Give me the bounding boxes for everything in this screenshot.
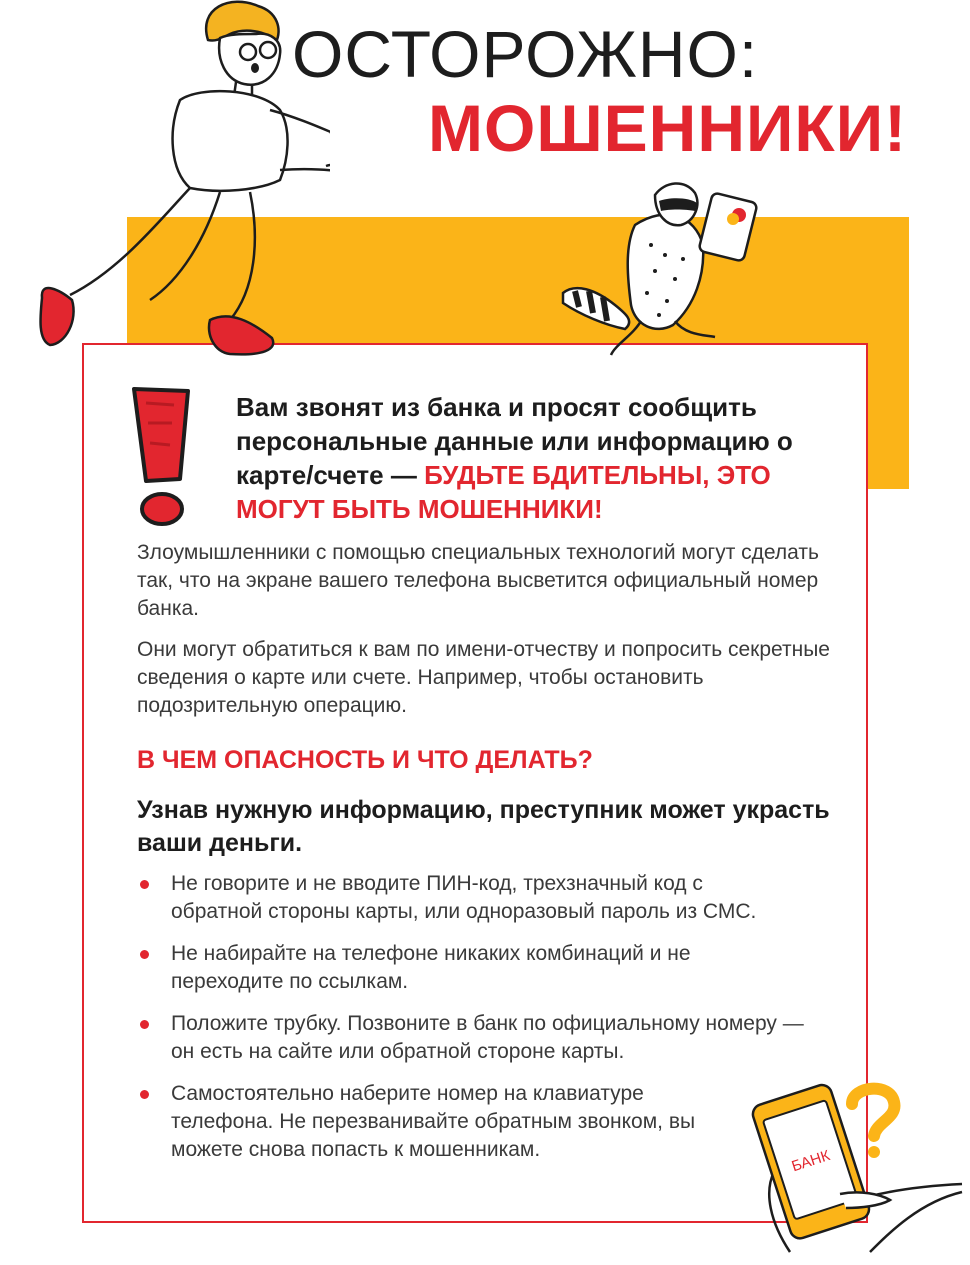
- title-line1: ОСТОРОЖНО:: [292, 17, 759, 91]
- list-item: [137, 1080, 817, 1164]
- title-line2: МОШЕННИКИ!: [428, 91, 908, 165]
- section-lead: Узнав нужную информацию, преступник может украсть ваши деньги.: [137, 796, 830, 857]
- bullet-icon: [140, 1090, 149, 1099]
- bullet-icon: [140, 1020, 149, 1029]
- lead-warning-text: [236, 390, 836, 526]
- tip-text: Самостоятельно наберите номер на клавиатуре телефона. Не перезванивайте обратным звонком, вы можете снова попасть к мошенникам.: [171, 1082, 696, 1161]
- tips-list: [137, 870, 817, 1178]
- lead-text: Вам звонят из банка и просят сообщить персональные данные или информацию о карте/счете —: [236, 392, 793, 490]
- phone-illustration: [730, 1082, 965, 1262]
- tip-text: Не набирайте на телефоне никаких комбинаций и не переходите по ссылкам.: [171, 942, 691, 993]
- section-title: В ЧЕМ ОПАСНОСТЬ И ЧТО ДЕЛАТЬ?: [137, 746, 593, 774]
- list-item: [137, 870, 817, 926]
- bullet-icon: [140, 880, 149, 889]
- man-illustration: [30, 0, 330, 365]
- lead-warning-highlight: БУДЬТЕ БДИТЕЛЬНЫ, ЭТО МОГУТ БЫТЬ МОШЕННИКИ!: [236, 460, 771, 524]
- list-item: [137, 940, 817, 996]
- paragraph-2: Они могут обратиться к вам по имени-отчеству и попросить секретные сведения о карте или счете. Например, чтобы остановить подозрительную операцию.: [137, 638, 830, 717]
- list-item: [137, 1010, 817, 1066]
- exclamation-icon: [128, 383, 196, 533]
- tip-text: Не говорите и не вводите ПИН-код, трехзначный код с обратной стороны карты, или одноразовый пароль из СМС.: [171, 872, 757, 923]
- raccoon-illustration: [555, 175, 765, 365]
- paragraph-1: Злоумышленники с помощью специальных технологий могут сделать так, что на экране вашего телефона высветится официальный номер банка.: [137, 541, 819, 620]
- bullet-icon: [140, 950, 149, 959]
- phone-label: БАНК: [789, 1147, 833, 1176]
- tip-text: Положите трубку. Позвоните в банк по официальному номеру — он есть на сайте или обратной стороне карты.: [171, 1012, 804, 1063]
